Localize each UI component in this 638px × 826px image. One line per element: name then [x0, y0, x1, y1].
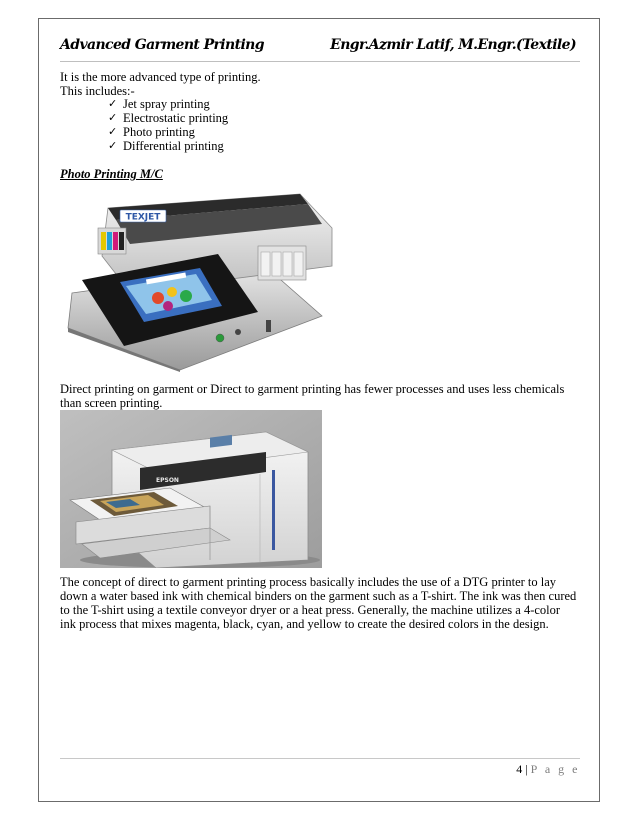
list-item: ✓ Electrostatic printing	[108, 111, 229, 125]
footer-page-label: P a g e	[530, 762, 580, 776]
intro-text	[60, 70, 560, 98]
intro-line-1: It is the more advanced type of printing.	[60, 70, 261, 84]
checkmark-icon: ✓	[108, 97, 118, 110]
page-number: 4	[516, 762, 523, 776]
footer-separator: |	[525, 762, 528, 776]
checkmark-icon: ✓	[108, 139, 118, 152]
printing-types-list	[108, 97, 228, 153]
header-author: Engr.Azmir Latif, M.Engr.(Textile)	[330, 37, 576, 53]
checkmark-icon: ✓	[108, 125, 118, 138]
header-title: Advanced Garment Printing	[60, 37, 264, 53]
list-item: ✓ Photo printing	[108, 125, 195, 139]
texjet-printer-image	[60, 188, 340, 372]
checkmark-icon: ✓	[108, 111, 118, 124]
header-divider	[60, 61, 580, 62]
intro-line-2: This includes:-	[60, 84, 135, 98]
list-item: ✓ Jet spray printing	[108, 97, 210, 111]
footer-divider	[60, 758, 580, 759]
page-footer	[516, 762, 580, 777]
list-item: ✓ Differential printing	[108, 139, 224, 153]
epson-printer-image	[60, 410, 322, 568]
texjet-logo: TEXJET	[125, 212, 161, 223]
epson-logo: EPSON	[156, 477, 179, 484]
paragraph-dtg-intro: Direct printing on garment or Direct to garment printing has fewer processes and uses less chemicals than screen printing.	[60, 382, 565, 410]
paragraph-dtg-process: The concept of direct to garment printing process basically includes the use of a DTG printer to lay down a water based ink with chemical binders on the garment such as a T-shirt. The ink was then cured to the T-shirt using a textile conveyor dryer or a heat press. Generally, the machine utilizes a 4-color ink process that mixes magenta, black, cyan, and yellow to create the desired colors in the design.	[60, 575, 577, 631]
page-header	[60, 37, 580, 59]
section-subheading: Photo Printing M/C	[60, 167, 163, 181]
